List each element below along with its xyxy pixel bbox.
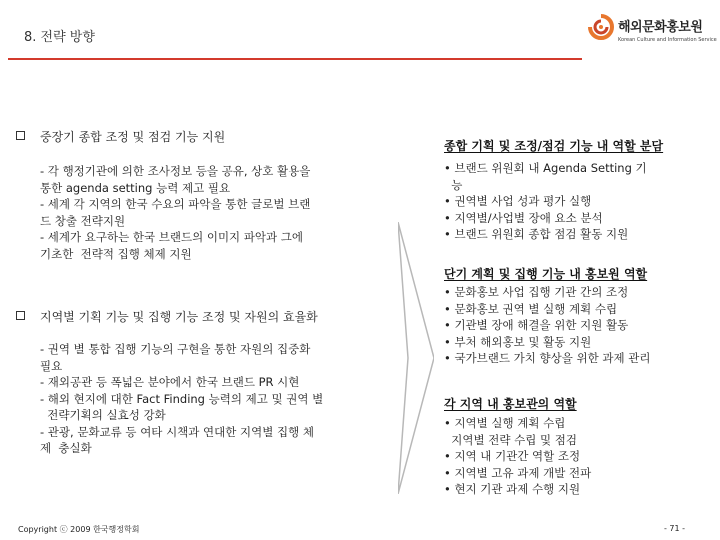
organization-logo	[588, 10, 717, 54]
logo-mark-icon	[588, 14, 614, 40]
section-body-coordination: - 각 행정기관에 의한 조사정보 등을 공유, 상호 활용을 통한 agenda setting 능력 제고 필요 - 세계 각 지역의 한국 수요의 파악을 통한 글로벌 브랜 드 창출 전략지원 - 세계가 요구하는 한국 브랜드의 이미지 파악과 그에 기초한 전략적 집행 체제 지원	[40, 164, 311, 261]
section-body-regional: - 권역 별 통합 집행 기능의 구현을 통한 자원의 집중화 필요 - 재외공관 등 폭넓은 분야에서 한국 브랜드 PR 시현 - 해외 현지에 대한 Fact Finding 능력의 제고 및 권역 별 전략기획의 실효성 강화 - 관광, 문화교류 등 여타 시책과 연대한 지역별 집행 체 제 충실화	[40, 342, 324, 455]
block-body-execution: • 문화홍보 사업 집행 기관 간의 조정 • 문화홍보 권역 별 실행 계획 수립 • 기관별 장애 해결을 위한 지원 활동 • 부처 해외홍보 및 활동 지원 • 국가브랜드 가치 향상을 위한 과제 관리	[444, 285, 651, 365]
block-body-regional-office: • 지역별 실행 계획 수립 지역별 전략 수립 및 점검 • 지역 내 기관간 역할 조정 • 지역별 고유 과제 개발 전파 • 현지 기관 과제 수행 지원	[444, 416, 592, 496]
section-heading-coordination: 중장기 종합 조정 및 점검 기능 지원	[40, 130, 226, 144]
block-heading-execution: 단기 계획 및 집행 기능 내 홍보원 역할	[444, 267, 648, 281]
title-divider	[8, 58, 582, 60]
slide-title: 8. 전략 방향	[24, 30, 95, 45]
logo-text-kr: 해외문화홍보원	[618, 20, 703, 35]
block-body-planning: • 브랜드 위원회 내 Agenda Setting 기 능 • 권역별 사업 성과 평가 실행 • 지역별/사업별 장애 요소 분석 • 브랜드 위원회 종합 점검 활동 지원	[444, 161, 647, 241]
square-bullet-icon	[16, 131, 25, 140]
logo-text-en: Korean Culture and Information Service	[618, 37, 717, 43]
footer-copyright: Copyright ⓒ 2009 한국행정학회	[18, 525, 140, 534]
section-heading-regional: 지역별 기획 기능 및 집행 기능 조정 및 자원의 효율화	[40, 310, 318, 324]
block-heading-planning: 종합 기획 및 조정/점검 기능 내 역할 분담	[444, 139, 664, 153]
block-heading-regional-office: 각 지역 내 홍보관의 역할	[444, 397, 577, 411]
square-bullet-icon	[16, 311, 25, 320]
chevron-right-icon	[398, 222, 434, 494]
page-number: - 71 -	[664, 524, 686, 533]
